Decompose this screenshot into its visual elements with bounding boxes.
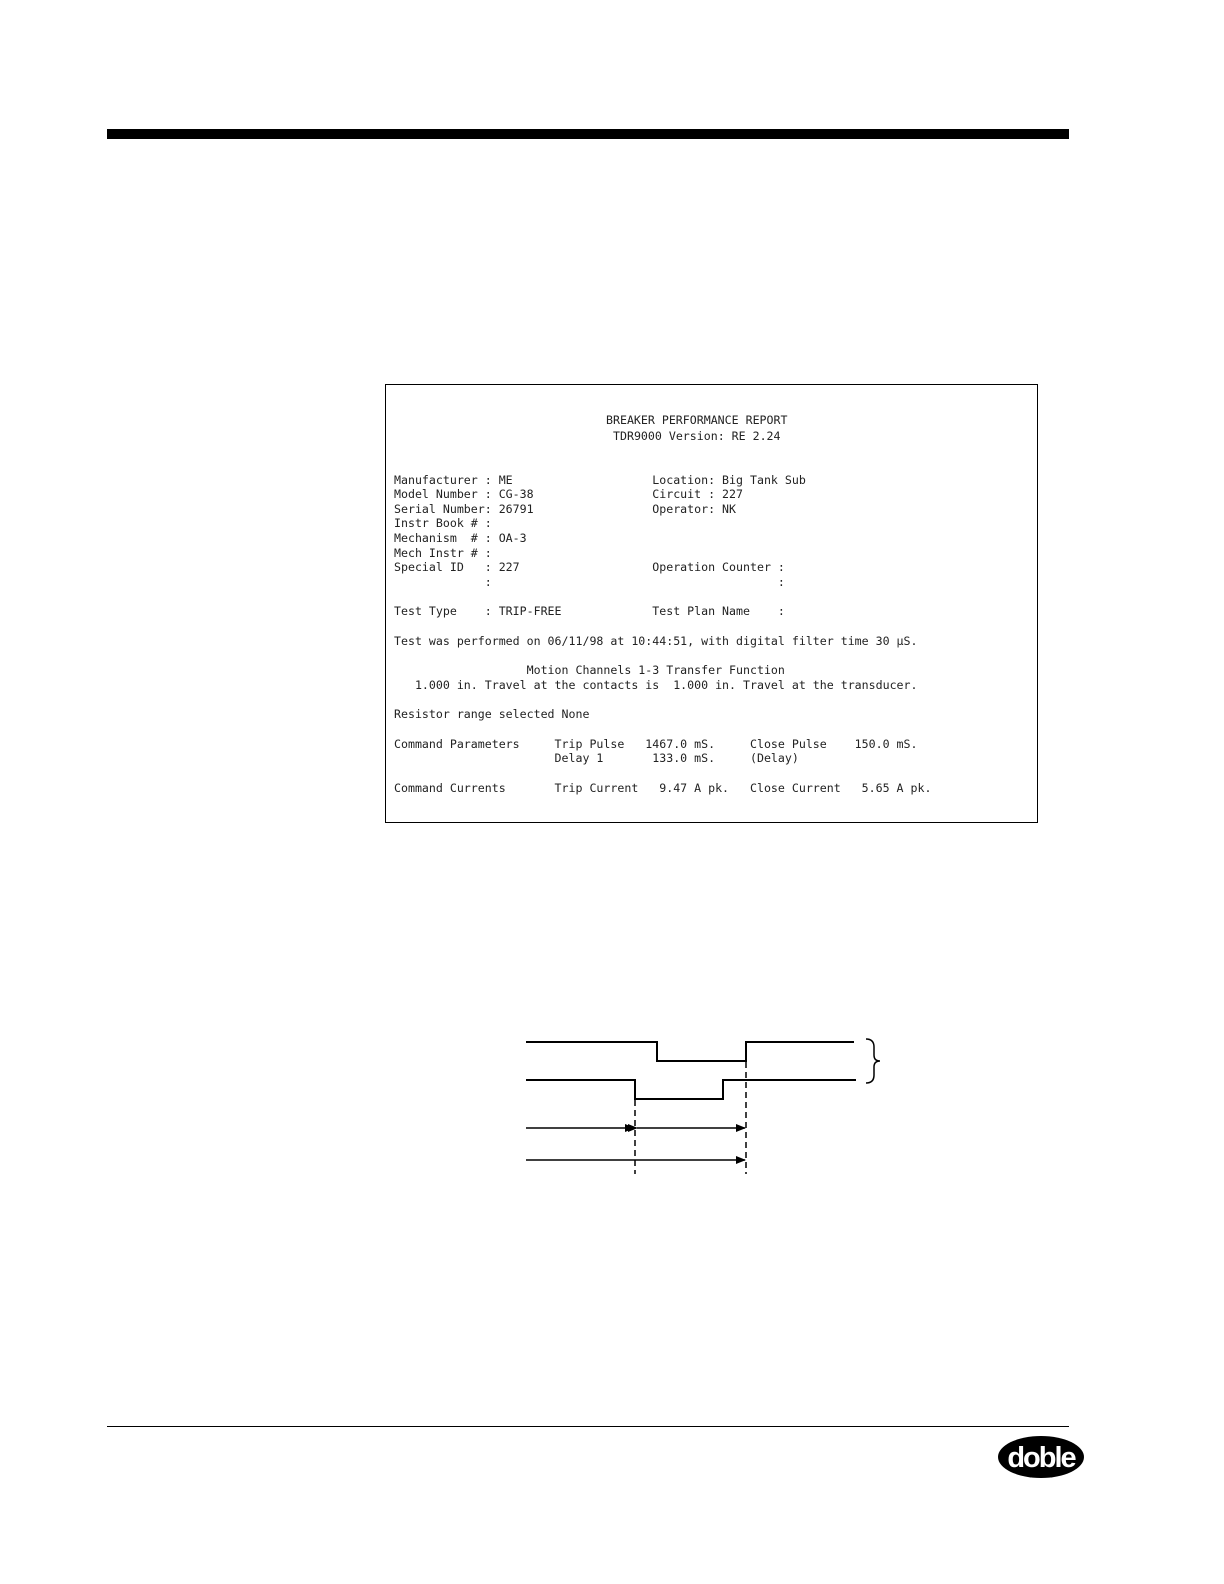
report-line-test-type: Test Type : TRIP-FREE Test Plan Name : [394, 604, 785, 618]
report-line-mech-instr: Mech Instr # : [394, 546, 492, 560]
report-line-mechanism: Mechanism # : OA-3 [394, 531, 527, 545]
report-line-manufacturer: Manufacturer : ME Location: Big Tank Sub [394, 473, 806, 487]
footer-rule [107, 1426, 1069, 1427]
timing-diagram [510, 1030, 890, 1190]
report-line-command-currents: Command Currents Trip Current 9.47 A pk. Close Current 5.65 A pk. [394, 781, 932, 795]
upper-waveform [526, 1042, 854, 1061]
doble-logo [996, 1434, 1086, 1480]
report-line-delay: Delay 1 133.0 mS. (Delay) [394, 751, 799, 765]
report-version: TDR9000 Version: RE 2.24 [613, 429, 781, 443]
header-rule [107, 129, 1069, 139]
report-line-special-id: Special ID : 227 Operation Counter : [394, 560, 785, 574]
report-line-blank-fields: : : [394, 575, 785, 589]
report-line-serial: Serial Number: 26791 Operator: NK [394, 502, 737, 516]
report-line-test-performed: Test was performed on 06/11/98 at 10:44:51, with digital filter time 30 µS. [394, 634, 918, 648]
report-line-travel: 1.000 in. Travel at the contacts is 1.000 in. Travel at the transducer. [394, 678, 918, 692]
brace-icon [866, 1039, 880, 1083]
report-line-instr-book: Instr Book # : [394, 516, 492, 530]
report-title: BREAKER PERFORMANCE REPORT [606, 413, 788, 427]
breaker-performance-report [385, 384, 1038, 823]
svg-text:doble: doble [1007, 1442, 1075, 1474]
report-line-resistor: Resistor range selected None [394, 707, 590, 721]
report-line-model: Model Number : CG-38 Circuit : 227 [394, 487, 744, 501]
report-line-motion-channels: Motion Channels 1-3 Transfer Function [394, 663, 785, 677]
lower-waveform [526, 1080, 856, 1099]
report-line-command-parameters: Command Parameters Trip Pulse 1467.0 mS. Close Pulse 150.0 mS. [394, 737, 918, 751]
